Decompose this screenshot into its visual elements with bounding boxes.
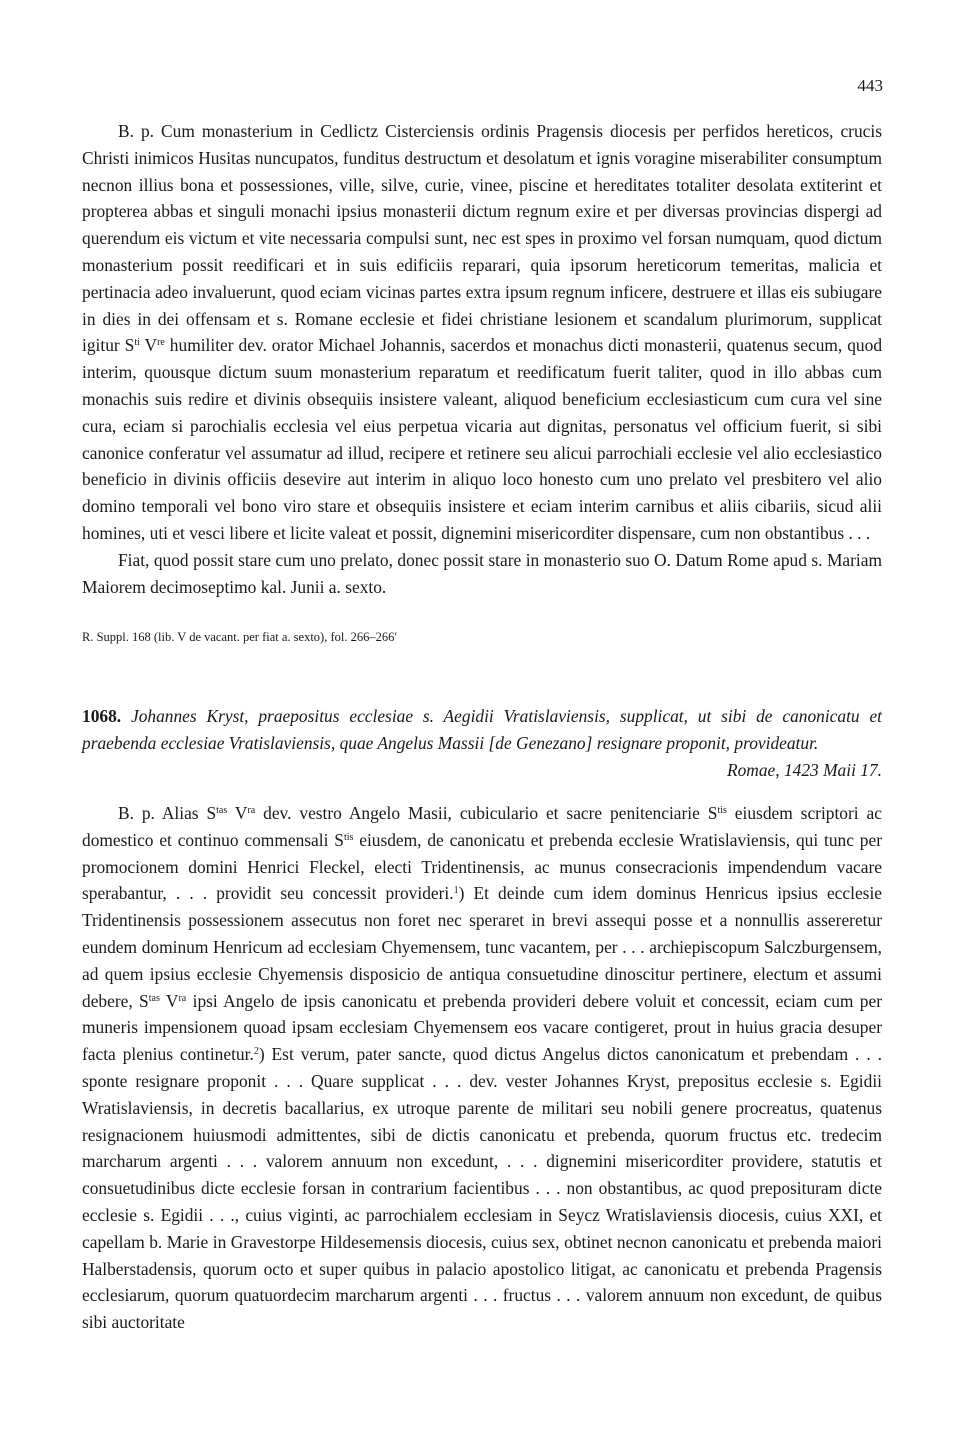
superscript: tis bbox=[343, 831, 354, 843]
text-run: B. p. Cum monasterium in Cedlictz Cisterciensis ordinis Pragensis diocesis per perfidos hereticos, crucis Christi inimicos Husitas nuncupatos, funditus destructum et desolatum et ignis voragine miserabiliter consumptum necnon illius bona et possessiones, ville, silve, curie, vinee, piscine et hereditates totaliter desolata extiterint et propterea abbas et singuli monachi ipsius monasterii dictum regnum exire et per diversas provincias dispergi ad querendum eis victum et vite necessaria compulsi sunt, nec est spes in proximo vel forsan numquam, quod dictum monasterium possit reedificari et in suis edificiis reparari, quia ipsorum hereticorum temeritas, malicia et pertinacia adeo invaluerunt, quod eciam vicinas partes extra ipsum regnum inficere, destruere et illas eis subiugare in dies in dei offensam et s. Romane ecclesie et fidei christiane lesionem et scandalum plurimorum, supplicat igitur S bbox=[82, 121, 882, 356]
text-run: B. p. Alias S bbox=[118, 803, 217, 823]
entry-date: Romae, 1423 Maii 17. bbox=[726, 759, 882, 780]
superscript: tis bbox=[717, 805, 727, 816]
fiat-paragraph: Fiat, quod possit stare cum uno prelato, donec possit stare in monasterio suo O. Datum Rome apud s. Mariam Maiorem decimoseptimo kal. Junii a. sexto. bbox=[82, 549, 882, 597]
supplication-text-1 bbox=[82, 118, 882, 600]
supplication-paragraph bbox=[82, 800, 882, 1336]
footnote-ref: 1 bbox=[453, 885, 459, 897]
entry-heading bbox=[82, 703, 882, 783]
superscript: ti bbox=[134, 337, 140, 349]
text-run: V bbox=[227, 803, 248, 823]
superscript: re bbox=[157, 337, 165, 349]
text-run: ) Est verum, pater sancte, quod dictus Angelus dictos canonicatum et prebendam . . . sponte resignare proponit . . . Quare supplicat . . . dev. vester Johannes Kryst, prepositus ecclesie s. Egidii Wratislaviensis, in decretis bacallarius, ex utroque parente de militari seu nobili genere procreatus, quatenus resignacionem huiusmodi admittentes, sibi de dictis canonicatu et prebenda, quorum fructus etc. tredecim marcharum argenti . . . valorem annuum non excedunt, . . . dignemini misericorditer providere, statutis et consuetudinibus dicte ecclesie forsan in contrarium facientibus . . . non obstantibus, ac quod preposituram dicte ecclesie s. Egidii . . ., cuius viginti, ac parrochialem ecclesiam in Seycz Wratislaviensis diocesis, cuius XXI, et capellam b. Marie in Gravestorpe Hildesemensis diocesis, cuius sex, obtinet necnon canonicatu et prebenda maiori Halberstadensis, quorum octo et super quibus in palacio apostolico litigat, ac canonicatu et prebenda Pragensis ecclesiarum, quorum quatuordecim marcharum argenti . . . fructus . . . valorem annuum non excedunt, de quibus sibi auctoritate bbox=[82, 1044, 882, 1333]
text-run: ) Et deinde cum idem dominus Henricus ipsius ecclesie Tridentinensis possessionem assecutus non foret nec speraret in brevi assequi posse et a nonnullis assereretur eundem dominum Henricum ad ecclesiam Chyemensem, tunc vacantem, per . . . archiepiscopum Salczburgensem, ad quem ipsius ecclesie Chyemensis disposicio de antiqua consuetudine dinoscitur pertinere, electum et assumi debere, S bbox=[82, 883, 882, 1011]
footnote-ref: 2 bbox=[253, 1046, 259, 1058]
text-run: V bbox=[139, 335, 158, 356]
superscript: ra bbox=[178, 992, 187, 1004]
text-run: eiusdem scriptori ac domestico et continuo commensali S bbox=[82, 803, 882, 850]
text-run: ipsi Angelo de ipsis canonicatu et prebenda provideri debere voluit et concessit, eciam cum per muneris impensionem quoad ipsam ecclesiam Chyemensem eos vacare contigeret, prout in huius gracia desuper facta plenius continetur. bbox=[82, 990, 882, 1065]
superscript: tas bbox=[148, 992, 160, 1004]
supplication-paragraph bbox=[82, 118, 882, 547]
entry-summary: Johannes Kryst, praepositus ecclesiae s. Aegidii Vratislaviensis, supplicat, ut sibi de canonicatu et praebenda ecclesiae Vratislaviensis, quae Angelus Massii [de Genezano] resignare proponit, provideatur. bbox=[82, 706, 882, 753]
text-run: V bbox=[159, 990, 179, 1011]
superscript: ra bbox=[247, 805, 256, 816]
entry-number: 1068. bbox=[82, 706, 122, 726]
text-run: humiliter dev. orator Michael Johannis, sacerdos et monachus dicti monasterii, quatenus secum, quod interim, quousque dictum suum monasterium reparatum et reedificatum fuerit taliter, quod in illo abbas cum monachis suis redire et divinis obsequiis insistere valeant, aliquod beneficium ecclesiasticum cum cura vel sine cura, eciam si parochialis ecclesia vel eius perpetua vicaria aut dignitas, personatus vel officium fuerit, si sibi canonice conferatur vel assumatur ad illud, recipere et retinere seu alicui parrochiali ecclesie vel alio ecclesiastico beneficio in divinis officiis desevire aut interim in aliquo loco honesto cum uno prelato vel presbitero vel alio domino temporali vel bono viro stare et obsequiis insistere et eciam interim carnibus et aliis cibariis, sicud alii homines, uti et vesci libere et licite valeat et possit, dignemini misericorditer dispensare, cum non obstantibus . . . bbox=[82, 335, 883, 543]
source-reference: R. Suppl. 168 (lib. V de vacant. per fiat a. sexto), fol. 266–266′ bbox=[82, 630, 398, 644]
superscript: tas bbox=[216, 805, 228, 816]
supplication-text-2 bbox=[82, 800, 882, 1336]
text-run: dev. vestro Angelo Masii, cubiculario et sacre penitenciarie S bbox=[255, 803, 718, 823]
text-run: eiusdem, de canonicatu et prebenda ecclesie Wratislaviensis, qui tunc per promocionem domini Henrici Fleckel, electi Tridentinensis, ac munus consecracionis impendendum vacare sperabantur, . . . providit seu concessit provideri. bbox=[82, 829, 882, 904]
page-number: 443 bbox=[857, 76, 883, 95]
entry-summary-paragraph bbox=[82, 703, 882, 757]
